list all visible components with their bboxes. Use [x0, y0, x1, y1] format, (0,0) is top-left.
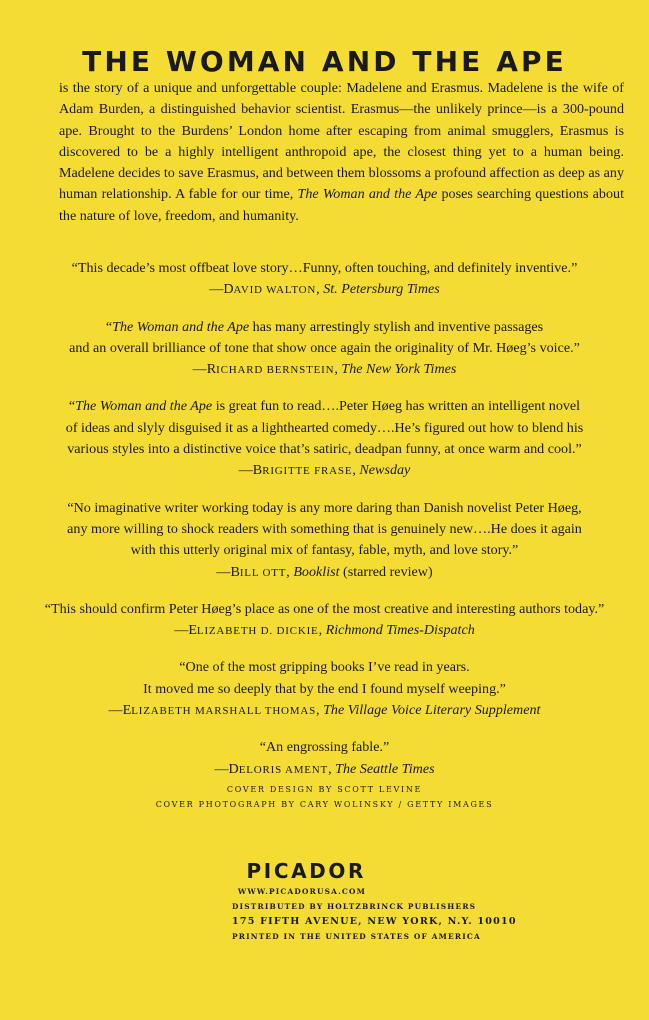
- synopsis-text: is the story of a unique and unforgettable couple: Madelene and Erasmus. Madelene is the wife of Adam Burden, a distinguished behavior scientist. Erasmus—the unlikely prince—is a 300-pound ape. Brought to the Burdens’ London home after escaping from animal smugglers, Erasmus is discovered to be a highly intelligent anthropoid ape, the closest thing yet to a human being. Madelene decides to save Erasmus, and between them blossoms a profound affection as deep as any human relationship. A fable for our time,: [59, 80, 624, 203]
- quote-title-italic: The Woman and the Ape: [112, 318, 250, 335]
- review-quote: [0, 317, 649, 382]
- distributor-line: DISTRIBUTED BY HOLTZBRINCK PUBLISHERS: [232, 902, 477, 911]
- author-initial: B: [252, 462, 263, 479]
- quote-line: with this utterly original mix of fantasy, fable, myth, and love story.”: [130, 542, 519, 559]
- author-name: ELORIS AMENT: [238, 763, 329, 776]
- author-name: RIGITTE FRASE: [262, 465, 353, 478]
- open-quote: “: [105, 318, 113, 335]
- publisher-url: WWW.PICADORUSA.COM: [237, 887, 366, 896]
- printed-in-line: PRINTED IN THE UNITED STATES OF AMERICA: [232, 932, 481, 941]
- quote-line: [0, 317, 649, 338]
- author-initial: B: [230, 563, 240, 580]
- quote-line: It moved me so deeply that by the end I found myself weeping.”: [143, 680, 506, 697]
- quote-attribution: —BILL OTT, Booklist (starred review): [216, 563, 433, 580]
- author-name: ICHARD BERNSTEIN: [216, 364, 335, 377]
- quote-line: “This should confirm Peter Høeg’s place as one of the most creative and interesting authors today.”: [44, 600, 605, 617]
- cover-design-credit: COVER DESIGN BY SCOTT LEVINE: [226, 785, 423, 794]
- author-initial: D: [228, 760, 239, 777]
- synopsis-tail: poses searching questions about the nature of love, freedom, and humanity.: [59, 186, 624, 224]
- attribution-suffix: (starred review): [339, 563, 433, 580]
- quote-attribution: —DELORIS AMENT, The Seattle Times: [214, 760, 435, 777]
- quote-line: of ideas and slyly disguised it as a lighthearted comedy….He’s figured out how to blend his: [65, 419, 584, 436]
- quote-line: various styles into a distinctive voice that’s satiric, deadpan funny, at once warm and cool.”: [67, 441, 582, 458]
- author-initial: E: [188, 622, 197, 639]
- quote-title-italic: The Woman and the Ape: [75, 398, 213, 415]
- quote-attribution: —RICHARD BERNSTEIN, The New York Times: [192, 361, 457, 378]
- quote-text: is great fun to read….Peter Høeg has written an intelligent novel: [212, 398, 581, 415]
- review-quote: [0, 258, 649, 302]
- author-initial: R: [206, 361, 217, 378]
- author-name: AVID WALTON: [233, 284, 317, 297]
- attribution-dash: —: [174, 622, 189, 639]
- author-name: LIZABETH D. DICKIE: [196, 625, 319, 638]
- attribution-dash: —: [192, 361, 207, 378]
- review-quote: [0, 737, 649, 781]
- quote-line: and an overall brilliance of tone that show once again the originality of Mr. Høeg’s voice.”: [69, 339, 580, 356]
- attribution-dash: —: [214, 760, 229, 777]
- attribution-dash: —: [238, 462, 253, 479]
- quote-attribution: —ELIZABETH D. DICKIE, Richmond Times-Dispatch: [174, 622, 475, 639]
- quote-line: “One of the most gripping books I’ve read in years.: [179, 659, 470, 676]
- quote-line: “An engrossing fable.”: [259, 739, 390, 756]
- quote-text: has many arrestingly stylish and inventive passages: [249, 318, 544, 335]
- quote-line: “This decade’s most offbeat love story…Funny, often touching, and definitely inventive.”: [71, 260, 578, 276]
- publication-name: St. Petersburg Times: [323, 281, 440, 298]
- publication-name: Booklist: [293, 563, 340, 580]
- attribution-dash: —: [209, 281, 224, 298]
- cover-photo-credit: COVER PHOTOGRAPH BY CARY WOLINSKY / GETTY IMAGES: [155, 800, 494, 809]
- author-initial: D: [223, 281, 234, 298]
- publisher-address: 175 FIFTH AVENUE, NEW YORK, N.Y. 10010: [232, 916, 517, 927]
- publication-name: The Seattle Times: [335, 760, 435, 777]
- publication-name: Richmond Times-Dispatch: [325, 622, 475, 639]
- open-quote: “: [68, 398, 76, 415]
- quote-attribution: —DAVID WALTON, St. Petersburg Times: [209, 281, 440, 298]
- synopsis: [59, 78, 624, 227]
- book-title: THE WOMAN AND THE APE: [82, 45, 567, 78]
- quote-attribution: —ELIZABETH MARSHALL THOMAS, The Village Voice Literary Supplement: [108, 702, 541, 719]
- cover-credits: [0, 782, 649, 812]
- publisher-block: [232, 858, 517, 944]
- review-quote: [0, 657, 649, 722]
- author-initial: E: [122, 702, 132, 719]
- quote-line: “No imaginative writer working today is any more daring than Danish novelist Peter Høeg,: [67, 499, 582, 516]
- quote-line: [0, 396, 649, 417]
- synopsis-title-italic: The Woman and the Ape: [297, 186, 438, 203]
- attribution-dash: —: [216, 563, 231, 580]
- quote-line: any more willing to shock readers with something that is genuinely new….He does it again: [67, 520, 582, 537]
- review-quote: [0, 396, 649, 482]
- author-name: LIZABETH MARSHALL THOMAS: [131, 705, 317, 718]
- review-quote: [0, 498, 649, 584]
- quote-attribution: —BRIGITTE FRASE, Newsday: [238, 462, 411, 479]
- review-quotes: [0, 258, 649, 796]
- publication-name: Newsday: [359, 462, 411, 479]
- review-quote: [0, 599, 649, 643]
- publication-name: The New York Times: [341, 361, 457, 378]
- publication-name: The Village Voice Literary Supplement: [323, 702, 541, 719]
- author-name: ILL OTT: [239, 566, 287, 579]
- attribution-dash: —: [108, 702, 123, 719]
- publisher-logo: PICADOR: [246, 859, 366, 883]
